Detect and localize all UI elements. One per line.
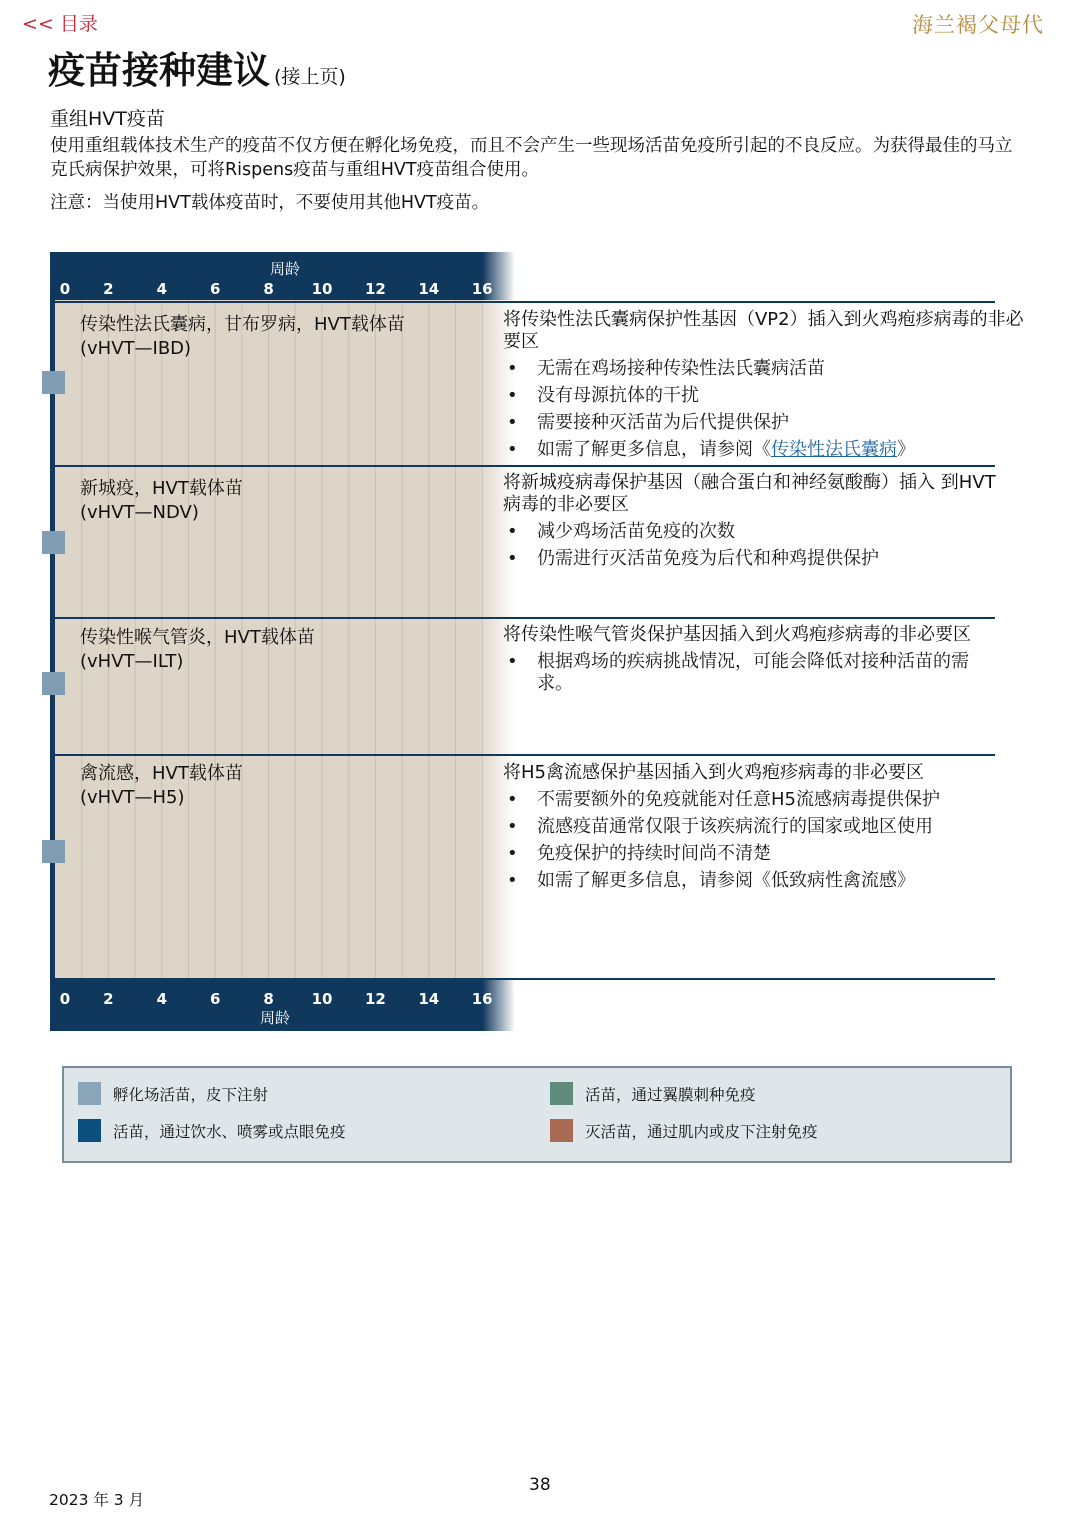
legend-swatch: [78, 1082, 101, 1105]
row-divider: [55, 978, 995, 980]
vaccine-row-label: [80, 313, 500, 361]
vaccine-name: 禽流感，HVT载体苗: [80, 763, 243, 784]
legend-item: [550, 1082, 756, 1105]
axis-tick-label: 14: [418, 280, 440, 298]
vaccine-row-label: [80, 477, 500, 525]
link-prefix: 如需了解更多信息，请参阅《: [537, 439, 771, 460]
legend-item: [550, 1119, 818, 1142]
row-divider: [55, 465, 995, 467]
bullet-item: • 需要接种灭活苗为后代提供保护: [503, 412, 1038, 434]
bullet-item: [503, 439, 1038, 461]
bullet-item: • 没有母源抗体的干扰: [503, 385, 1038, 407]
row-divider: [55, 301, 995, 303]
description-title: 将传染性法氏囊病保护性基因（VP2）插入到火鸡疱疹病毒的非必要区: [503, 309, 1024, 352]
page-number: 38: [529, 1475, 551, 1495]
bullet-list: [503, 521, 1008, 570]
axis-tick-label: 10: [311, 990, 333, 1008]
vaccine-row-label: [80, 626, 500, 674]
axis-tick-label: 0: [59, 280, 71, 298]
page-title-text: 疫苗接种建议: [48, 49, 270, 92]
bullet-item: • 如需了解更多信息，请参阅《低致病性禽流感》: [503, 870, 1028, 892]
vaccine-code: (vHVT—ILT): [80, 651, 184, 672]
bullet-item: • 免疫保护的持续时间尚不清楚: [503, 843, 1028, 865]
row-divider: [55, 754, 995, 756]
description-title: 将传染性喉气管炎保护基因插入到火鸡疱疹病毒的非必要区: [503, 624, 971, 645]
legend-item: [78, 1082, 268, 1105]
vaccine-row-description: [503, 624, 1028, 695]
bullet-item: • 减少鸡场活苗免疫的次数: [503, 521, 1008, 543]
vaccine-row-description: [503, 309, 1038, 461]
axis-tick-label: 2: [103, 990, 114, 1008]
brand-name: 海兰褐父母代: [912, 13, 1044, 37]
bullet-list: [503, 651, 1028, 695]
axis-tick-label: 4: [156, 280, 168, 298]
legend-label: 灭活苗，通过肌内或皮下注射免疫: [585, 1122, 818, 1141]
axis-tick-label: 4: [156, 990, 168, 1008]
vaccine-code: (vHVT—NDV): [80, 502, 199, 523]
intro-paragraph: 使用重组载体技术生产的疫苗不仅方便在孵化场免疫，而且不会产生一些现场活苗免疫所引起的不良反应。为获得最佳的马立克氏病保护效果，可将Rispens疫苗与重组HVT疫苗组合使用。: [50, 136, 1013, 180]
axis-tick-label: 8: [263, 280, 274, 298]
legend-swatch: [550, 1082, 573, 1105]
bullet-item: • 无需在鸡场接种传染性法氏囊病活苗: [503, 358, 1038, 380]
vaccine-code: (vHVT—H5): [80, 787, 185, 808]
legend-swatch: [78, 1119, 101, 1142]
vaccine-code: (vHVT—IBD): [80, 338, 192, 359]
axis-tick-label: 6: [209, 990, 221, 1008]
intro-note: 注意：当使用HVT载体疫苗时，不要使用其他HVT疫苗。: [50, 193, 490, 213]
legend-label: 活苗，通过饮水、喷雾或点眼免疫: [113, 1122, 346, 1141]
bullet-list: [503, 358, 1038, 461]
page-title-suffix: (接上页): [274, 66, 346, 88]
ibd-reference-link[interactable]: 传染性法氏囊病: [771, 439, 897, 460]
link-suffix: 》: [897, 439, 915, 460]
vaccine-row-label: [80, 762, 500, 810]
legend-label: 孵化场活苗，皮下注射: [113, 1085, 269, 1104]
axis-tick-label: 6: [209, 280, 221, 298]
legend-item: [78, 1119, 346, 1142]
bullet-item: • 仍需进行灭活苗免疫为后代和种鸡提供保护: [503, 548, 1008, 570]
bullet-item: • 不需要额外的免疫就能对任意H5流感病毒提供保护: [503, 789, 1028, 811]
axis-tick-label: 14: [418, 990, 440, 1008]
vaccine-name: 新城疫，HVT载体苗: [80, 478, 243, 499]
axis-tick-label: 10: [311, 280, 333, 298]
vaccine-row-description: [503, 762, 1028, 892]
vaccine-name: 传染性法氏囊病，甘布罗病，HVT载体苗: [80, 314, 405, 335]
description-title: 将新城疫病毒保护基因（融合蛋白和神经氨酸酶）插入 到HVT病毒的非必要区: [503, 472, 996, 515]
footer-date: 2023 年 3 月: [49, 1491, 145, 1509]
axis-title-top: 周龄: [270, 260, 301, 278]
vaccine-row-description: [503, 472, 1008, 570]
bullet-item: • 流感疫苗通常仅限于该疾病流行的国家或地区使用: [503, 816, 1028, 838]
toc-link[interactable]: << 目录: [22, 13, 98, 35]
axis-tick-label: 12: [364, 280, 386, 298]
bullet-item: • 根据鸡场的疾病挑战情况，可能会降低对接种活苗的需求。: [503, 651, 1028, 695]
description-title: 将H5禽流感保护基因插入到火鸡疱疹病毒的非必要区: [503, 762, 924, 783]
legend-swatch: [550, 1119, 573, 1142]
vaccine-marker: [42, 840, 65, 863]
section-subheading: 重组HVT疫苗: [50, 108, 165, 130]
row-divider: [55, 617, 995, 619]
legend-label: 活苗，通过翼膜刺种免疫: [585, 1085, 756, 1104]
legend: [62, 1066, 1012, 1163]
axis-tick-label: 12: [364, 990, 386, 1008]
vaccine-name: 传染性喉气管炎，HVT载体苗: [80, 627, 315, 648]
vaccine-marker: [42, 531, 65, 554]
bullet-list: [503, 789, 1028, 892]
axis-tick-label: 2: [103, 280, 114, 298]
vaccine-marker: [42, 672, 65, 695]
vaccine-marker: [42, 371, 65, 394]
axis-tick-label: 16: [471, 280, 493, 298]
axis-title-bottom: 周龄: [260, 1009, 291, 1027]
axis-tick-label: 0: [59, 990, 71, 1008]
axis-tick-label: 8: [263, 990, 274, 1008]
axis-tick-label: 16: [471, 990, 493, 1008]
